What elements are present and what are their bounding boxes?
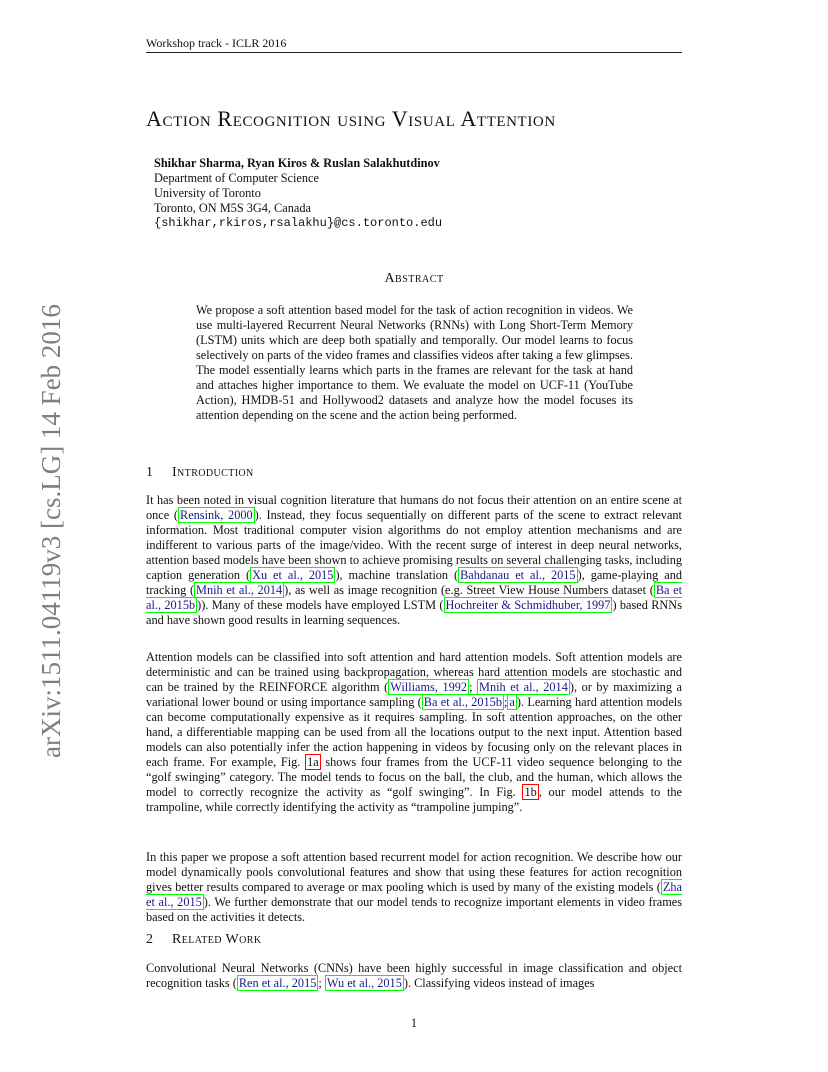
page-number: 1: [410, 1016, 418, 1030]
abstract-text: We propose a soft attention based model for the task of action recognition in videos. We use multi-layered Recurrent Neural Networks (RNNs) with Long Short-Term Memory (LSTM) units which are deep both spatially and temporally. Our model learns to focus selectively on parts of the video frames and classifies videos after taking a few glimpses. The model essentially learns which parts in the frames are relevant for the task at hand and attaches higher importance to them. We evaluate the model on UCF-11 (YouTube Action), HMDB-51 and Hollywood2 datasets and analyze how the model focuses its attention depending on the scene and the action being performed.: [196, 303, 633, 422]
citation-link[interactable]: Ba et al., 2015b: [423, 695, 502, 709]
header-rule: [146, 52, 682, 53]
citation-link[interactable]: Ren et al., 2015: [238, 976, 317, 990]
author-email: {shikhar,rkiros,rsalakhu}@cs.toronto.edu: [154, 216, 443, 230]
figure-ref-link[interactable]: 1b: [524, 785, 537, 799]
citation-link[interactable]: Bahdanau et al., 2015: [460, 568, 576, 582]
text-run: , our model attends to the trampoline, while correctly identifying the activity as “trampoline jumping”.: [146, 785, 682, 814]
related-paragraph-1: [146, 961, 682, 991]
intro-paragraph-3: [146, 850, 682, 925]
text-run: It has been noted in visual cognition literature that humans do not focus their attention on an entire scene at once (: [146, 493, 682, 522]
author-block: [154, 156, 442, 231]
text-run: )). Many of these models have employed LSTM (: [197, 598, 444, 612]
author-address: Toronto, ON M5S 3G4, Canada: [154, 201, 311, 215]
text-run: ;: [503, 695, 508, 709]
citation-link[interactable]: Ba et al., 2015b: [146, 583, 682, 612]
text-run: Attention models can be classified into soft attention and hard attention models. Soft attention models are deterministic and can be trained using backpropagation, whereas hard attention models are stochastic and can be trained by the REINFORCE algorithm (: [146, 650, 682, 694]
intro-paragraph-1: [146, 493, 682, 628]
paper-title: Action Recognition using Visual Attention: [146, 106, 556, 131]
citation-link[interactable]: a: [509, 695, 515, 709]
text-run: ). Learning hard attention models can become computationally expensive as it requires sampling. In soft attention approaches, on the other hand, a differentiable mapping can be used from all the locations output to the next input. Attention based models can also potentially infer the action happening in videos by focusing only on the relevant places in each frame. For example, Fig.: [146, 695, 682, 769]
section-title: Introduction: [172, 465, 254, 480]
section-number: 1: [146, 465, 154, 480]
text-run: shows four frames from the UCF-11 video sequence belonging to the “golf swinging” category. The model tends to focus on the ball, the club, and the human, which allows the model to correctly recognize the activity as “golf swinging”. In Fig.: [146, 755, 682, 799]
running-header: Workshop track - ICLR 2016: [146, 36, 287, 50]
figure-ref-link[interactable]: 1a: [307, 755, 319, 769]
citation-link[interactable]: Xu et al., 2015: [252, 568, 334, 582]
citation-link[interactable]: Mnih et al., 2014: [196, 583, 283, 597]
text-run: ;: [469, 680, 478, 694]
author-university: University of Toronto: [154, 186, 261, 200]
text-run: ), as well as image recognition (e.g. Street View House Numbers dataset (: [284, 583, 654, 597]
author-names: Shikhar Sharma, Ryan Kiros & Ruslan Salakhutdinov: [154, 156, 440, 170]
citation-link[interactable]: Mnih et al., 2014: [479, 680, 568, 694]
section-title: Related Work: [172, 932, 262, 947]
text-run: ). Instead, they focus sequentially on different parts of the scene to extract relevant information. Most traditional computer vision algorithms do not employ attention mechanisms and are indifferent to various parts of the image/video. With the recent surge of interest in deep neural networks, attention based models have been shown to achieve promising results on several challenging tasks, including caption generation (: [146, 508, 682, 582]
citation-link[interactable]: Rensink, 2000: [180, 508, 253, 522]
text-run: ;: [318, 976, 325, 990]
text-run: ), machine translation (: [335, 568, 459, 582]
text-run: Convolutional Neural Networks (CNNs) have been highly successful in image classification and object recognition tasks (: [146, 961, 682, 990]
text-run: ), game-playing and tracking (: [146, 568, 683, 597]
citation-link[interactable]: Zha et al., 2015: [146, 880, 682, 909]
citation-link[interactable]: Williams, 1992: [390, 680, 468, 694]
section-heading-related-work: [146, 932, 261, 948]
text-run: ). We further demonstrate that our model tends to recognize important elements in video frames based on the activities it detects.: [146, 895, 682, 924]
abstract-heading: Abstract: [384, 271, 444, 286]
text-run: In this paper we propose a soft attention based recurrent model for action recognition. We describe how our model dynamically pools convolutional features and show that using these features for action recognition gives better results compared to average or max pooling which is used by many of the existing models (: [146, 850, 682, 894]
citation-link[interactable]: Wu et al., 2015: [326, 976, 402, 990]
text-run: ) based RNNs and have shown good results in learning sequences.: [146, 598, 682, 627]
author-department: Department of Computer Science: [154, 171, 319, 185]
text-run: ), or by maximizing a variational lower bound or using importance sampling (: [146, 680, 682, 709]
section-heading-introduction: [146, 465, 254, 481]
section-number: 2: [146, 932, 154, 947]
text-run: ). Classifying videos instead of images: [403, 976, 595, 990]
intro-paragraph-2: [146, 650, 682, 815]
arxiv-watermark: arXiv:1511.04119v3 [cs.LG] 14 Feb 2016: [36, 304, 66, 758]
citation-link[interactable]: Hochreiter & Schmidhuber, 1997: [445, 598, 611, 612]
